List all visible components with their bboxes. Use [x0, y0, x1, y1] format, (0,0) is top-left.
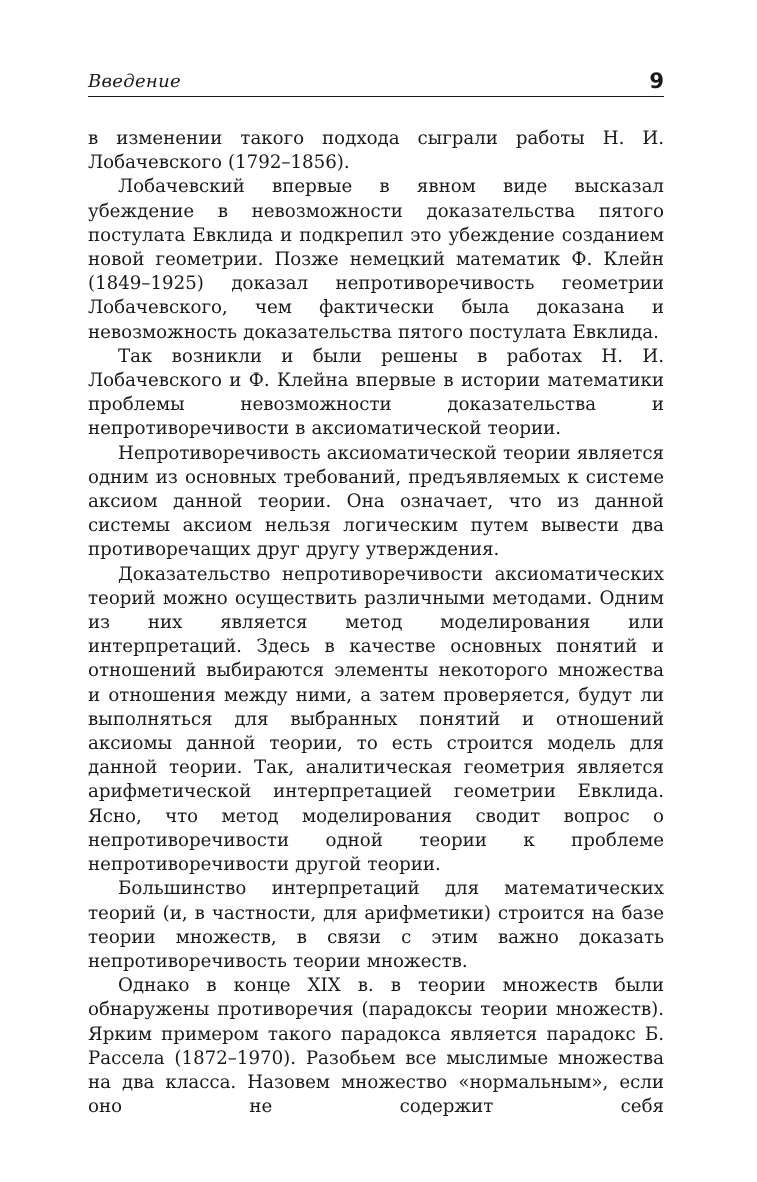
- running-title: Введение: [88, 71, 181, 92]
- paragraph: Непротиворечивость аксиоматической теории является одним из основных требований, предъявляемых к системе аксиом данной теории. Она означает, что из данной системы аксиом нельзя логическим путем вывести два противоречащих друг другу утверждения.: [88, 442, 664, 561]
- paragraph: Однако в конце XIX в. в теории множеств были обнаружены противоречия (парадоксы теории множеств). Ярким примером такого парадокса является парадокс Б. Рассела (1872–1970). Разобьем все мыслимые множества на два класса. Назовем множество «нормальным», если оно не содержит себя: [88, 975, 664, 1118]
- paragraph: Лобачевский впервые в явном виде высказал убеждение в невозможности доказательства пятого постулата Евклида и подкрепил это убеждение созданием новой геометрии. Позже немецкий математик Ф. Клейн (1849–1925) доказал непротиворечивость геометрии Лобачевского, чем фактически была доказана и невозможность доказательства пятого постулата Евклида.: [88, 176, 664, 343]
- page-number: 9: [649, 69, 664, 93]
- paragraph: Так возникли и были решены в работах Н. И. Лобачевского и Ф. Клейна впервые в истории математики проблемы невозможности доказательства и непротиворечивости в аксиоматической теории.: [88, 345, 664, 440]
- paragraph-continuation: в изменении такого подхода сыграли работы Н. И. Лобачевского (1792–1856).: [88, 128, 664, 174]
- paragraph: Большинство интерпретаций для математических теорий (и, в частности, для арифметики) строится на базе теории множеств, в связи с этим важно доказать непротиворечивость теории множеств.: [88, 878, 664, 972]
- running-header: [88, 70, 664, 97]
- body-text: [88, 127, 664, 1119]
- paragraph: Доказательство непротиворечивости аксиоматических теорий можно осуществить различными методами. Одним из них является метод моделирования или интерпретаций. Здесь в качестве основных понятий и отношений выбираются элементы некоторого множества и отношения между ними, а затем проверяется, будут ли выполняться для выбранных понятий и отношений аксиомы данной теории, то есть строится модель для данной теории. Так, аналитическая геометрия является арифметической интерпретацией геометрии Евклида. Ясно, что метод моделирования сводит вопрос о непротиворечивости одной теории к проблеме непротиворечивости другой теории.: [88, 563, 664, 876]
